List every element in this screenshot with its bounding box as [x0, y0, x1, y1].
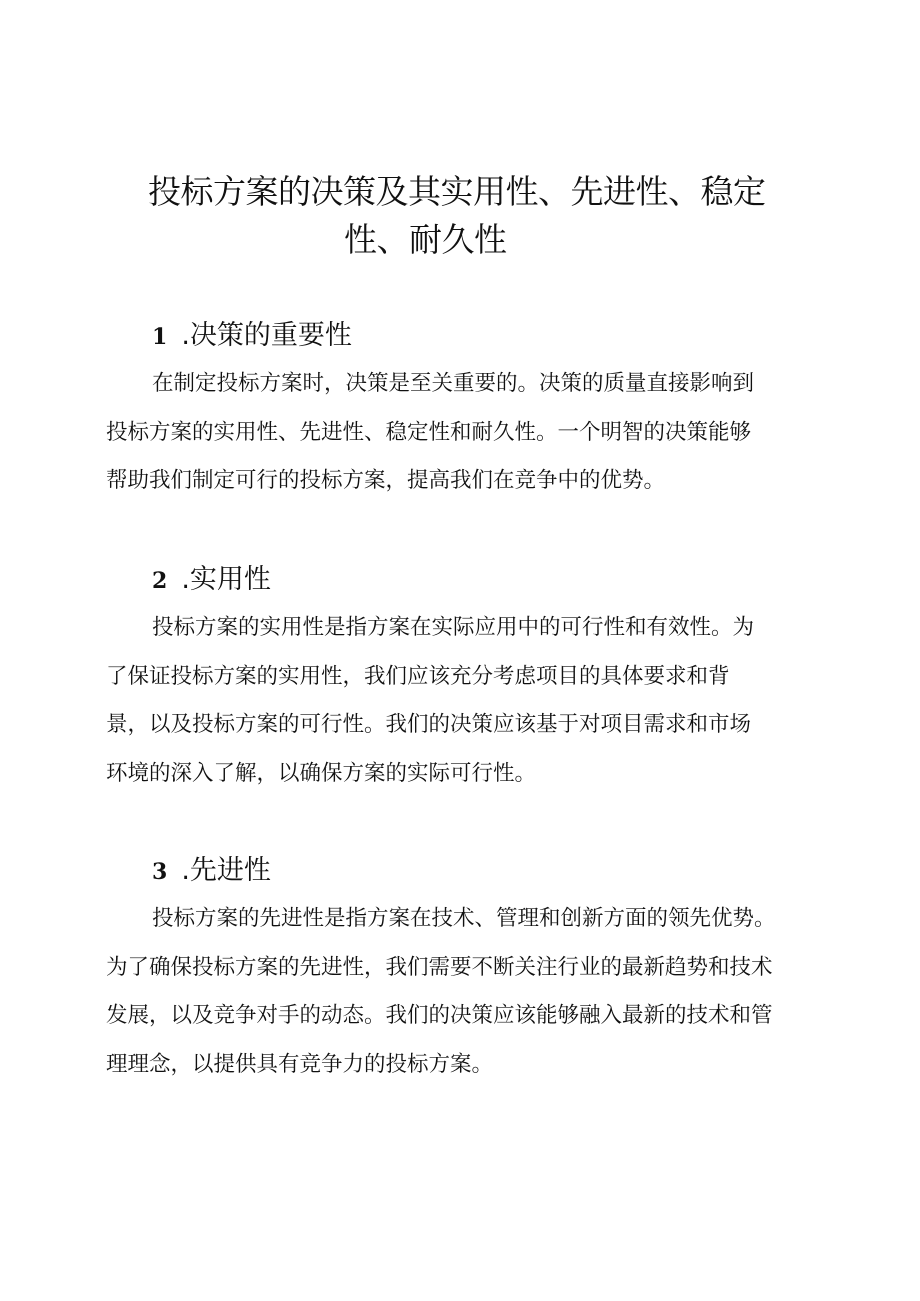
document-title	[148, 168, 808, 264]
section-3-paragraph	[106, 895, 776, 1089]
section-2-title: .实用性	[181, 564, 271, 595]
section-3-number: 3	[152, 859, 168, 885]
section-2-line-4: 环境的深入了解，以确保方案的实际可行性。	[106, 760, 537, 786]
section-2-heading	[152, 562, 271, 599]
section-1-line-3: 帮助我们制定可行的投标方案，提高我们在竞争中的优势。	[106, 468, 666, 493]
section-2-number: 2	[152, 568, 168, 594]
title-line-2: 性、耐久性	[344, 220, 507, 259]
section-3-line-3: 发展，以及竞争对手的动态。我们的决策应该能够融入最新的技术和管	[106, 1003, 773, 1028]
section-1-paragraph	[106, 360, 754, 506]
section-2-line-1: 投标方案的实用性是指方案在实际应用中的可行性和有效性。为	[152, 615, 755, 640]
section-2-paragraph	[106, 604, 754, 798]
title-line-1: 投标方案的决策及其实用性、先进性、稳定	[148, 172, 766, 211]
section-3-line-2: 为了确保投标方案的先进性，我们需要不断关注行业的最新趋势和技术	[106, 954, 773, 980]
section-1-number: 1	[152, 324, 168, 350]
section-1-line-1: 在制定投标方案时，决策是至关重要的。决策的质量直接影响到	[152, 371, 755, 396]
section-2-line-3: 景，以及投标方案的可行性。我们的决策应该基于对项目需求和市场	[106, 712, 752, 737]
section-2-line-2: 了保证投标方案的实用性，我们应该充分考虑项目的具体要求和背	[106, 663, 730, 689]
section-1-heading	[152, 318, 352, 355]
section-1-title: .决策的重要性	[181, 320, 352, 351]
section-3-heading	[152, 853, 271, 890]
section-3-title: .先进性	[181, 855, 271, 886]
section-3-line-1: 投标方案的先进性是指方案在技术、管理和创新方面的领先优势。	[152, 906, 776, 931]
section-1-line-2: 投标方案的实用性、先进性、稳定性和耐久性。一个明智的决策能够	[106, 419, 752, 445]
section-3-line-4: 理理念，以提供具有竞争力的投标方案。	[106, 1051, 494, 1077]
